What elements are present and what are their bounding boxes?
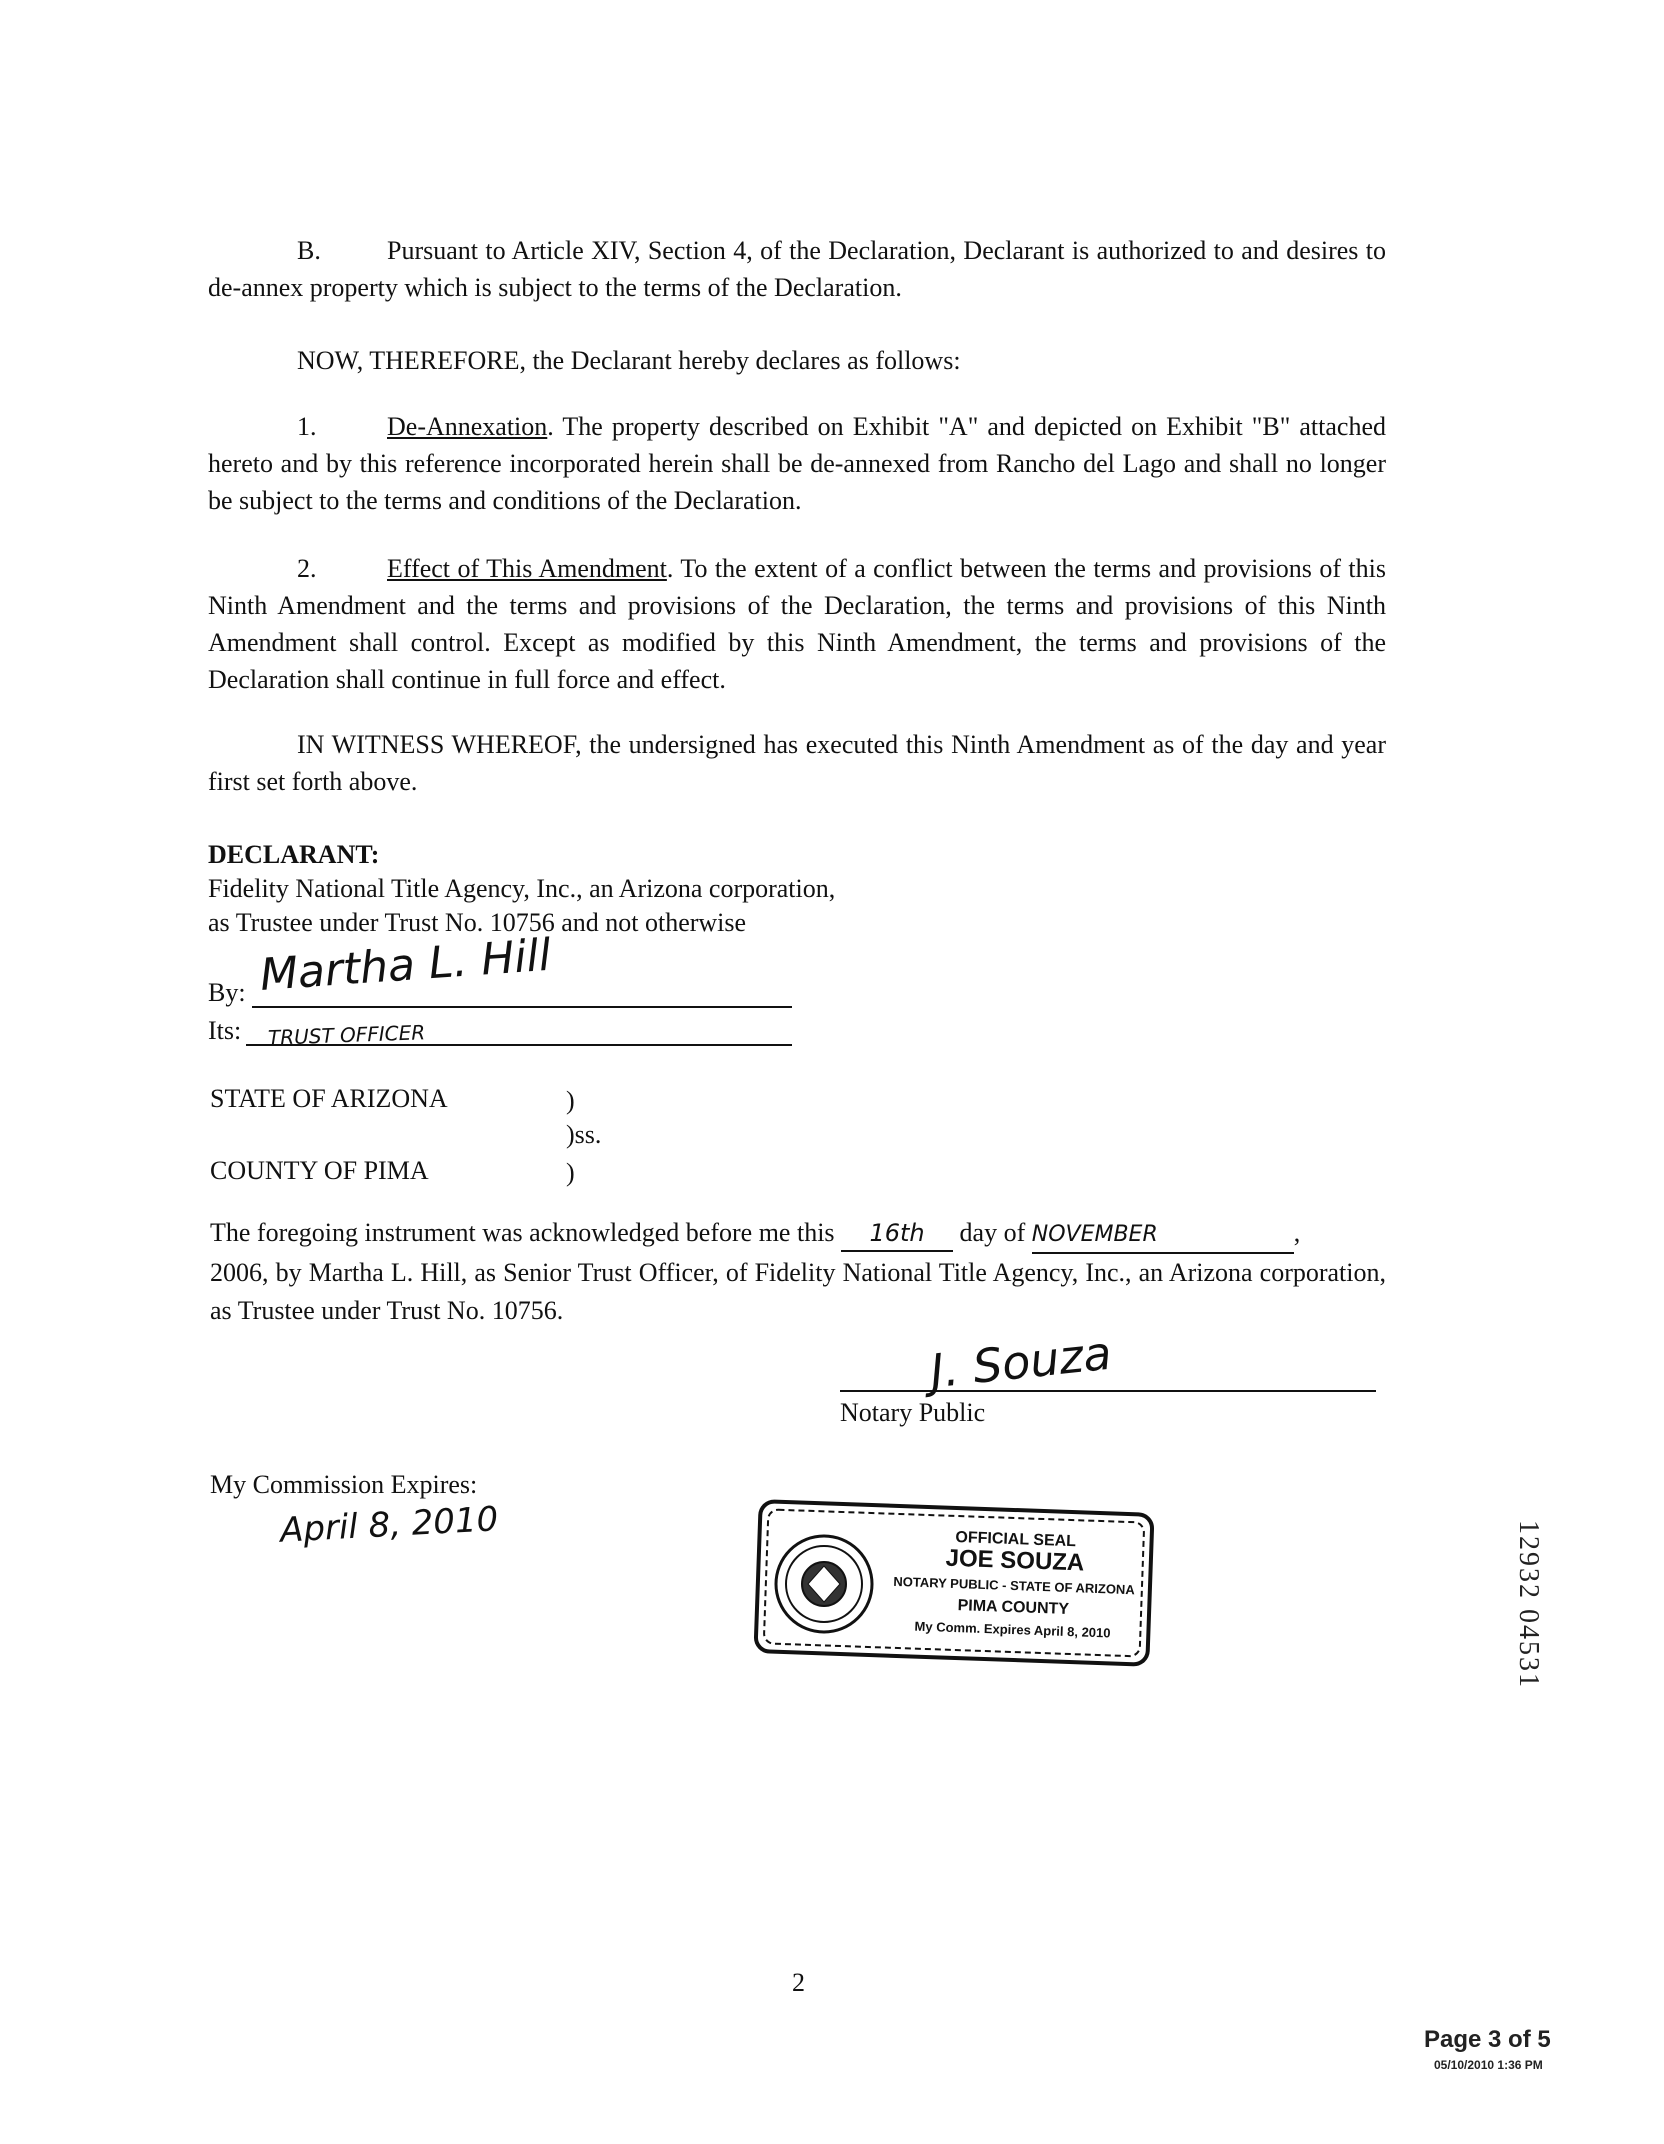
by-signature-line [252, 1006, 792, 1008]
section-1-text: The property described on Exhibit "A" and depicted on Exhibit "B" attached hereto and by this reference incorporated herein shall be de-annexed from Rancho del Lago and shall no longer be subject to the terms and conditions of the Declaration. [208, 412, 1386, 515]
declarant-line-1: Fidelity National Title Agency, Inc., an Arizona corporation, [208, 874, 836, 903]
paragraph-b-text: Pursuant to Article XIV, Section 4, of the Declaration, Declarant is authorized to and desires to de-annex property which is subject to the terms of the Declaration. [208, 236, 1386, 302]
section-1-heading: De-Annexation [387, 412, 548, 441]
section-2-effect-of-amendment: 2. Effect of This Amendment. To the extent of a conflict between the terms and provisions of this Ninth Amendment and the terms and provisions of the Declaration, the terms and provisions of this Ninth Amendment shall control. Except as modified by this Ninth Amendment, the terms and provisions of the Declaration shall continue in full force and effect. [208, 550, 1386, 698]
acknowledgment-first-line [210, 1216, 1386, 1254]
declarant-signature: Martha L. Hill [258, 929, 553, 1002]
its-value: TRUST OFFICER [267, 1020, 426, 1050]
acknowledgment-month: NOVEMBER [1031, 1222, 1158, 1247]
its-label: Its: [208, 1016, 242, 1045]
declarant-line-2: as Trustee under Trust No. 10756 and not otherwise [208, 908, 747, 937]
seal-line-5: My Comm. Expires April 8, 2010 [914, 1618, 1111, 1641]
section-2-number: 2. [297, 554, 317, 583]
seal-line-2: JOE SOUZA [945, 1544, 1085, 1577]
venue-paren-2: ) [566, 1158, 575, 1187]
paragraph-b-label: B. [297, 236, 321, 265]
seal-line-4: PIMA COUNTY [957, 1597, 1070, 1618]
venue-state: STATE OF ARIZONA [210, 1084, 448, 1113]
venue-county: COUNTY OF PIMA [210, 1156, 429, 1185]
declarant-heading: DECLARANT: [208, 840, 380, 869]
section-2-text: To the extent of a conflict between the terms and provisions of this Ninth Amendment and the terms and provisions of the Declaration, the terms and provisions of this Ninth Amendment shall control. Except as modified by this Ninth Amendment, the terms and provisions of the Declaration shall continue in full force and effect. [208, 554, 1386, 694]
venue-paren-1: ) [566, 1086, 575, 1115]
commission-label: My Commission Expires: [210, 1470, 478, 1499]
acknowledgment-comma: , [1293, 1218, 1301, 1247]
seal-line-1: OFFICIAL SEAL [955, 1529, 1077, 1551]
notary-public-label: Notary Public [840, 1398, 986, 1427]
witness-clause: IN WITNESS WHEREOF, the undersigned has executed this Ninth Amendment as of the day and year first set forth above. [208, 730, 1386, 796]
recording-number: 12932 04531 [1513, 1520, 1544, 1689]
acknowledgment-day-of: day of [959, 1218, 1026, 1247]
notary-signature: J. Souza [927, 1325, 1114, 1399]
official-notary-seal [752, 1498, 1160, 1668]
seal-line-3: NOTARY PUBLIC - STATE OF ARIZONA [893, 1573, 1136, 1598]
now-therefore-clause: NOW, THEREFORE, the Declarant hereby declares as follows: [297, 346, 961, 375]
paragraph-b [208, 232, 1386, 306]
page-number: 2 [792, 1968, 805, 1997]
acknowledgment-body: 2006, by Martha L. Hill, as Senior Trust Officer, of Fidelity National Title Agency, Inc., an Arizona corporation, as Trustee under Trust No. 10756. [210, 1258, 1386, 1325]
footer-timestamp: 05/10/2010 1:36 PM [1434, 2058, 1543, 2072]
acknowledgment-day: 16th [869, 1219, 925, 1247]
acknowledgment-prefix: The foregoing instrument was acknowledged before me this [210, 1218, 835, 1247]
section-1-de-annexation: 1. De-Annexation. The property described on Exhibit "A" and depicted on Exhibit "B" attached hereto and by this reference incorporated herein shall be de-annexed from Rancho del Lago and shall no longer be subject to the terms and conditions of the Declaration. [208, 408, 1386, 519]
section-1-number: 1. [297, 412, 317, 441]
section-2-heading: Effect of This Amendment [387, 554, 667, 583]
notary-signature-line [840, 1390, 1376, 1392]
venue-ss: )ss. [566, 1120, 602, 1149]
commission-date: April 8, 2010 [279, 1499, 500, 1551]
footer-page-label: Page 3 of 5 [1424, 2026, 1551, 2053]
by-label: By: [208, 978, 246, 1007]
